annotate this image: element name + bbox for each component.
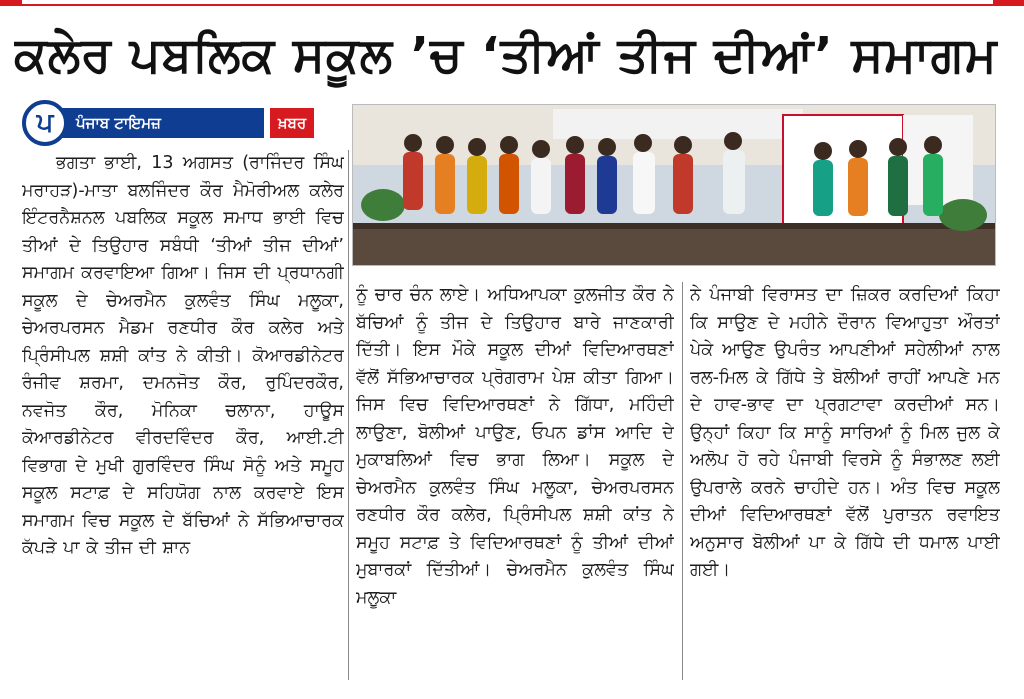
event-photo [352, 104, 996, 266]
article-column-2 [356, 282, 674, 694]
punjab-times-logo-icon [22, 100, 68, 146]
column-divider [348, 150, 349, 680]
top-frame [20, 0, 995, 6]
article-paragraph: ਭਗਤਾ ਭਾਈ, 13 ਅਗਸਤ (ਰਾਜਿੰਦਰ ਸਿੰਘ ਮਰਾਹੜ)-ਮਾਤਾ ਬਲਜਿੰਦਰ ਕੌਰ ਮੈਮੋਰੀਅਲ ਕਲੇਰ ਇੰਟਰਨੈਸ਼ਨਲ ਪਬਲਿਕ ਸਕੂਲ ਸਮਾਧ ਭਾਈ ਵਿਚ ਤੀਆਂ ਦੇ ਤਿਉਹਾਰ ਸਬੰਧੀ ‘ਤੀਆਂ ਤੀਜ ਦੀਆਂ’ ਸਮਾਗਮ ਕਰਵਾਇਆ ਗਿਆ। ਜਿਸ ਦੀ ਪ੍ਰਧਾਨਗੀ ਸਕੂਲ ਦੇ ਚੇਅਰਮੈਨ ਕੁਲਵੰਤ ਸਿੰਘ ਮਲੂਕਾ, ਚੇਅਰਪਰਸਨ ਮੈਡਮ ਰਣਧੀਰ ਕੌਰ ਕਲੇਰ ਅਤੇ ਪ੍ਰਿੰਸੀਪਲ ਸ਼ਸ਼ੀ ਕਾਂਤ ਨੇ ਕੀਤੀ। ਕੋਆਰਡੀਨੇਟਰ ਰੰਜੀਵ ਸ਼ਰਮਾ, ਦਮਨਜੋਤ ਕੌਰ, ਰੁਪਿੰਦਰਕੌਰ, ਨਵਜੋਤ ਕੌਰ, ਮੋਨਿਕਾ ਚਲਾਨਾ, ਹਾਊਸ ਕੋਆਰਡੀਨੇਟਰ ਵੀਰਦਵਿੰਦਰ ਕੌਰ, ਆਈ.ਟੀ ਵਿਭਾਗ ਦੇ ਮੁਖੀ ਗੁਰਵਿੰਦਰ ਸਿੰਘ ਸੋਨੂੰ ਅਤੇ ਸਮੂਹ ਸਕੂਲ ਸਟਾਫ਼ ਦੇ ਸਹਿਯੋਗ ਨਾਲ ਕਰਵਾਏ ਇਸ ਸਮਾਗਮ ਵਿਚ ਸਕੂਲ ਦੇ ਬੱਚਿਆਂ ਨੇ ਸੱਭਿਆਚਾਰਕ ਕੱਪੜੇ ਪਾ ਕੇ ਤੀਜ ਦੀ ਸ਼ਾਨ [22, 153, 344, 558]
article-column-1 [22, 150, 344, 690]
brand-name: ਪੰਜਾਬ ਟਾਇਮਜ਼ [54, 108, 264, 138]
article-paragraph: ਨੂੰ ਚਾਰ ਚੰਨ ਲਾਏ। ਅਧਿਆਪਕਾ ਕੁਲਜੀਤ ਕੌਰ ਨੇ ਬੱਚਿਆਂ ਨੂੰ ਤੀਜ ਦੇ ਤਿਉਹਾਰ ਬਾਰੇ ਜਾਣਕਾਰੀ ਦਿੱਤੀ। ਇਸ ਮੌਕੇ ਸਕੂਲ ਦੀਆਂ ਵਿਦਿਆਰਥਣਾਂ ਵੱਲੋਂ ਸੱਭਿਆਚਾਰਕ ਪ੍ਰੋਗਰਾਮ ਪੇਸ਼ ਕੀਤਾ ਗਿਆ। ਜਿਸ ਵਿਚ ਵਿਦਿਆਰਥਣਾਂ ਨੇ ਗਿੱਧਾ, ਮਹਿੰਦੀ ਲਾਉਣਾ, ਬੋਲੀਆਂ ਪਾਉਣ, ਓਪਨ ਡਾਂਸ ਆਦਿ ਦੇ ਮੁਕਾਬਲਿਆਂ ਵਿਚ ਭਾਗ ਲਿਆ। ਸਕੂਲ ਦੇ ਚੇਅਰਮੈਨ ਕੁਲਵੰਤ ਸਿੰਘ ਮਲੂਕਾ, ਚੇਅਰਪਰਸਨ ਰਣਧੀਰ ਕੌਰ ਕਲੇਰ, ਪ੍ਰਿੰਸੀਪਲ ਸ਼ਸ਼ੀ ਕਾਂਤ ਨੇ ਸਮੂਹ ਸਟਾਫ਼ ਤੇ ਵਿਦਿਆਰਥਣਾਂ ਨੂੰ ਤੀਆਂ ਦੀਆਂ ਮੁਬਾਰਕਾਂ ਦਿੱਤੀਆਂ। ਚੇਅਰਮੈਨ ਕੁਲਵੰਤ ਸਿੰਘ ਮਲੂਕਾ [356, 285, 674, 608]
event-photo-illustration [353, 105, 996, 266]
masthead [22, 100, 344, 146]
column-divider [682, 282, 683, 680]
article-paragraph: ਨੇ ਪੰਜਾਬੀ ਵਿਰਾਸਤ ਦਾ ਜ਼ਿਕਰ ਕਰਦਿਆਂ ਕਿਹਾ ਕਿ ਸਾਉਣ ਦੇ ਮਹੀਨੇ ਦੌਰਾਨ ਵਿਆਹੁਤਾ ਔਰਤਾਂ ਪੇਕੇ ਆਉਣ ਉਪਰੰਤ ਆਪਣੀਆਂ ਸਹੇਲੀਆਂ ਨਾਲ ਰਲ-ਮਿਲ ਕੇ ਗਿੱਧੇ ਤੇ ਬੋਲੀਆਂ ਰਾਹੀਂ ਆਪਣੇ ਮਨ ਦੇ ਹਾਵ-ਭਾਵ ਦਾ ਪ੍ਰਗਟਾਵਾ ਕਰਦੀਆਂ ਸਨ। ਉਨ੍ਹਾਂ ਕਿਹਾ ਕਿ ਸਾਨੂੰ ਸਾਰਿਆਂ ਨੂੰ ਮਿਲ ਜੁਲ ਕੇ ਅਲੋਪ ਹੋ ਰਹੇ ਪੰਜਾਬੀ ਵਿਰਸੇ ਨੂੰ ਸੰਭਾਲਣ ਲਈ ਉਪਰਾਲੇ ਕਰਨੇ ਚਾਹੀਦੇ ਹਨ। ਅੰਤ ਵਿਚ ਸਕੂਲ ਦੀਆਂ ਵਿਦਿਆਰਥਣਾਂ ਵੱਲੋਂ ਪੁਰਾਤਨ ਰਵਾਇਤ ਅਨੁਸਾਰ ਬੋਲੀਆਂ ਪਾ ਕੇ ਗਿੱਧੇ ਦੀ ਧਮਾਲ ਪਾਈ ਗਈ। [690, 285, 1000, 580]
section-tag: ਖ਼ਬਰ [270, 108, 314, 138]
article-column-3 [690, 282, 1000, 694]
logo-letter: ਪ [36, 108, 54, 138]
headline: ਕਲੇਰ ਪਬਲਿਕ ਸਕੂਲ ’ਚ ‘ਤੀਆਂ ਤੀਜ ਦੀਆਂ’ ਸਮਾਗਮ [14, 27, 998, 83]
